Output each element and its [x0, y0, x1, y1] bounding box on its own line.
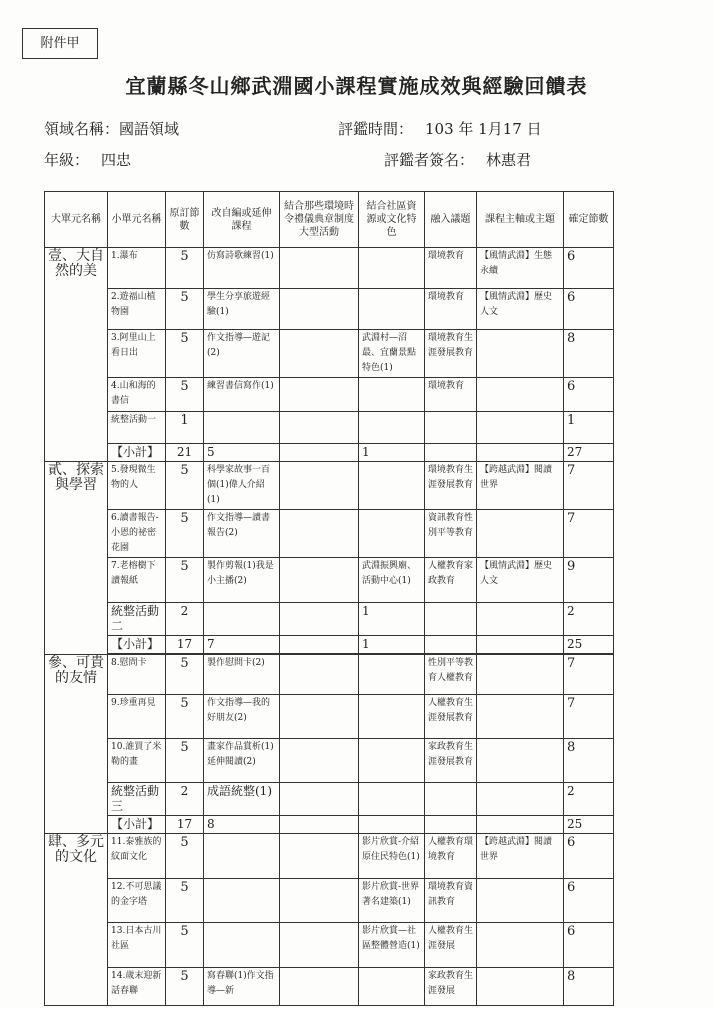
unit-name: 參、可貴的友情	[45, 655, 108, 834]
sub-unit: 11.泰雅族的紋面文化	[108, 834, 166, 879]
final-sessions: 1	[564, 412, 614, 444]
env-activity	[280, 923, 359, 968]
final-sessions: 9	[564, 558, 614, 603]
issue: 資訊教育性別平等教育	[425, 510, 477, 558]
header-cell: 結合那些環境時令禮儀典章制度大型活動	[280, 192, 359, 248]
subtotal-issue	[425, 636, 477, 654]
orig-sessions: 2	[166, 603, 204, 636]
subtotal-self: 7	[204, 636, 280, 654]
sub-unit: 9.珍重再見	[108, 695, 166, 739]
domain-label: 領域名稱：	[44, 120, 120, 138]
table-row	[45, 739, 614, 783]
community: 武淵振興廟、活動中心(1)	[359, 558, 425, 603]
self-course: 成語統整(1)	[204, 783, 280, 816]
theme	[477, 378, 564, 412]
subtotal-self: 5	[204, 444, 280, 462]
subtotal-comm: 1	[359, 636, 425, 654]
orig-sessions: 5	[166, 739, 204, 783]
self-course: 練習書信寫作(1)	[204, 378, 280, 412]
env-activity	[280, 412, 359, 444]
orig-sessions: 5	[166, 968, 204, 1006]
theme	[477, 879, 564, 923]
sub-unit: 5.發現微生物的人	[108, 462, 166, 510]
table-row	[45, 923, 614, 968]
issue: 性別平等教育人權教育	[425, 655, 477, 695]
time-info	[338, 118, 542, 139]
table-row	[45, 783, 614, 816]
env-activity	[280, 968, 359, 1006]
issue	[425, 603, 477, 636]
header-cell: 大單元名稱	[45, 192, 108, 248]
final-sessions: 7	[564, 510, 614, 558]
evaluator-label: 評鑑者簽名：	[384, 151, 475, 169]
issue: 環境教育	[425, 289, 477, 330]
theme	[477, 330, 564, 378]
final-sessions: 8	[564, 330, 614, 378]
subtotal-final: 25	[564, 636, 614, 654]
theme	[477, 655, 564, 695]
final-sessions: 8	[564, 968, 614, 1006]
subtotal-comm: 1	[359, 444, 425, 462]
env-activity	[280, 739, 359, 783]
subtotal-theme	[477, 816, 564, 834]
final-sessions: 6	[564, 923, 614, 968]
final-sessions: 6	[564, 289, 614, 330]
table-row	[45, 289, 614, 330]
self-course: 學生分享旅遊經驗(1)	[204, 289, 280, 330]
time-label: 評鑑時間：	[338, 120, 414, 138]
self-course: 作文指導—遊記(2)	[204, 330, 280, 378]
subtotal-comm	[359, 816, 425, 834]
theme: 【風情武淵】歷史人文	[477, 558, 564, 603]
sub-unit: 2.遊福山植物園	[108, 289, 166, 330]
self-course: 作文指導—我的好朋友(2)	[204, 695, 280, 739]
orig-sessions: 5	[166, 834, 204, 879]
subtotal-env	[280, 636, 359, 654]
self-course: 科學家故事一百個(1)偉人介紹(1)	[204, 462, 280, 510]
sub-unit: 7.老榕樹下讀報紙	[108, 558, 166, 603]
theme	[477, 739, 564, 783]
table-row	[45, 330, 614, 378]
unit-name: 壹、大自然的美	[45, 248, 108, 462]
env-activity	[280, 248, 359, 289]
theme	[477, 603, 564, 636]
self-course	[204, 923, 280, 968]
theme	[477, 695, 564, 739]
community	[359, 510, 425, 558]
header-cell: 結合社區資源或文化特色	[359, 192, 425, 248]
subtotal-label: 【小計】	[108, 444, 166, 462]
table-row	[45, 558, 614, 603]
sub-unit: 6.讀書報告-小恩的祕密花園	[108, 510, 166, 558]
final-sessions: 6	[564, 378, 614, 412]
issue: 環境教育生涯發展教育	[425, 462, 477, 510]
env-activity	[280, 510, 359, 558]
header-cell: 確定節數	[564, 192, 614, 248]
subtotal-row	[45, 636, 614, 654]
domain-info	[44, 118, 179, 139]
community	[359, 412, 425, 444]
theme: 【跨越武淵】閱讀世界	[477, 834, 564, 879]
issue: 人權教育家政教育	[425, 558, 477, 603]
subtotal-label: 【小計】	[108, 636, 166, 654]
table-row	[45, 968, 614, 1006]
issue: 家政教育生涯發展教育	[425, 739, 477, 783]
community: 影片欣賞—社區整體營造(1)	[359, 923, 425, 968]
orig-sessions: 5	[166, 510, 204, 558]
subtotal-self: 8	[204, 816, 280, 834]
community	[359, 655, 425, 695]
self-course: 畫家作品賞析(1)延伸閱讀(2)	[204, 739, 280, 783]
issue: 環境教育資訊教育	[425, 879, 477, 923]
sub-unit: 統整活動一	[108, 412, 166, 444]
header-row	[45, 192, 614, 248]
table-row	[45, 603, 614, 636]
curriculum-table	[44, 191, 614, 1006]
env-activity	[280, 783, 359, 816]
env-activity	[280, 834, 359, 879]
self-course: 仿寫詩歌練習(1)	[204, 248, 280, 289]
table-row	[45, 462, 614, 510]
final-sessions: 2	[564, 603, 614, 636]
community	[359, 695, 425, 739]
unit-name: 貳、探索與學習	[45, 462, 108, 655]
subtotal-issue	[425, 444, 477, 462]
env-activity	[280, 330, 359, 378]
orig-sessions: 5	[166, 558, 204, 603]
header-cell: 融入議題	[425, 192, 477, 248]
env-activity	[280, 558, 359, 603]
final-sessions: 2	[564, 783, 614, 816]
self-course	[204, 603, 280, 636]
theme: 【風情武淵】歷史人文	[477, 289, 564, 330]
final-sessions: 8	[564, 739, 614, 783]
env-activity	[280, 879, 359, 923]
time-value: 103 年 1月17 日	[425, 120, 542, 138]
sub-unit: 統整活動二	[108, 603, 166, 636]
attachment-label: 附件甲	[22, 28, 98, 59]
env-activity	[280, 695, 359, 739]
domain-value: 國語領域	[119, 120, 180, 138]
self-course	[204, 879, 280, 923]
sub-unit: 12.不可思議的金字塔	[108, 879, 166, 923]
subtotal-orig: 21	[166, 444, 204, 462]
sub-unit: 統整活動三	[108, 783, 166, 816]
issue: 人權教育生涯發展教育	[425, 695, 477, 739]
final-sessions: 6	[564, 879, 614, 923]
orig-sessions: 5	[166, 695, 204, 739]
community: 影片欣賞-世界著名建築(1)	[359, 879, 425, 923]
sub-unit: 4.山和海的書信	[108, 378, 166, 412]
issue: 家政教育生涯發展	[425, 968, 477, 1006]
table-row	[45, 695, 614, 739]
issue	[425, 783, 477, 816]
self-course	[204, 834, 280, 879]
orig-sessions: 2	[166, 783, 204, 816]
final-sessions: 7	[564, 695, 614, 739]
sub-unit: 10.誰買了米勒的畫	[108, 739, 166, 783]
table-row	[45, 510, 614, 558]
issue: 環境教育生涯發展教育	[425, 330, 477, 378]
page-title: 宜蘭縣冬山鄉武淵國小課程實施成效與經驗回饋表	[125, 74, 588, 98]
self-course: 製作慰問卡(2)	[204, 655, 280, 695]
orig-sessions: 1	[166, 412, 204, 444]
community	[359, 378, 425, 412]
env-activity	[280, 289, 359, 330]
env-activity	[280, 462, 359, 510]
self-course: 寫春聯(1)作文指導—新	[204, 968, 280, 1006]
orig-sessions: 5	[166, 248, 204, 289]
theme	[477, 510, 564, 558]
table-row	[45, 412, 614, 444]
issue: 環境教育	[425, 378, 477, 412]
theme: 【跨越武淵】閱讀世界	[477, 462, 564, 510]
theme: 【風情武淵】生態永續	[477, 248, 564, 289]
community: 影片欣賞-介紹原住民特色(1)	[359, 834, 425, 879]
header-cell: 小單元名稱	[108, 192, 166, 248]
sub-unit: 8.慰問卡	[108, 655, 166, 695]
subtotal-final: 27	[564, 444, 614, 462]
issue: 人權教育生涯發展	[425, 923, 477, 968]
table-row	[45, 378, 614, 412]
sub-unit: 3.阿里山上看日出	[108, 330, 166, 378]
orig-sessions: 5	[166, 462, 204, 510]
table-row	[45, 834, 614, 879]
theme	[477, 923, 564, 968]
table-row	[45, 248, 614, 289]
final-sessions: 6	[564, 834, 614, 879]
issue: 環境教育	[425, 248, 477, 289]
header-cell: 課程主軸或主題	[477, 192, 564, 248]
grade-info	[44, 149, 131, 170]
subtotal-final: 25	[564, 816, 614, 834]
community: 1	[359, 603, 425, 636]
orig-sessions: 5	[166, 923, 204, 968]
theme	[477, 968, 564, 1006]
evaluator-value: 林惠君	[486, 151, 532, 169]
theme	[477, 783, 564, 816]
final-sessions: 6	[564, 248, 614, 289]
community	[359, 783, 425, 816]
subtotal-issue	[425, 816, 477, 834]
community	[359, 739, 425, 783]
subtotal-orig: 17	[166, 816, 204, 834]
community: 武淵村—沼最、宜蘭景點特色(1)	[359, 330, 425, 378]
issue: 人權教育環境教育	[425, 834, 477, 879]
community	[359, 462, 425, 510]
header-cell: 改自編或延伸課程	[204, 192, 280, 248]
unit-name: 肆、多元的文化	[45, 834, 108, 1006]
self-course: 製作剪報(1)我是小主播(2)	[204, 558, 280, 603]
subtotal-orig: 17	[166, 636, 204, 654]
self-course	[204, 412, 280, 444]
grade-value: 四忠	[101, 151, 132, 169]
sub-unit: 13.日本古川社區	[108, 923, 166, 968]
env-activity	[280, 655, 359, 695]
header-cell: 原訂節數	[166, 192, 204, 248]
final-sessions: 7	[564, 655, 614, 695]
self-course: 作文指導—讀書報告(2)	[204, 510, 280, 558]
issue	[425, 412, 477, 444]
env-activity	[280, 378, 359, 412]
subtotal-env	[280, 444, 359, 462]
orig-sessions: 5	[166, 330, 204, 378]
orig-sessions: 5	[166, 378, 204, 412]
theme	[477, 412, 564, 444]
subtotal-row	[45, 444, 614, 462]
sub-unit: 14.歲末迎新話春聯	[108, 968, 166, 1006]
orig-sessions: 5	[166, 655, 204, 695]
evaluator-info	[384, 149, 531, 170]
subtotal-theme	[477, 444, 564, 462]
table-row	[45, 879, 614, 923]
grade-label: 年級：	[44, 151, 90, 169]
community	[359, 968, 425, 1006]
sub-unit: 1.瀑布	[108, 248, 166, 289]
orig-sessions: 5	[166, 289, 204, 330]
final-sessions: 7	[564, 462, 614, 510]
subtotal-theme	[477, 636, 564, 654]
orig-sessions: 5	[166, 879, 204, 923]
env-activity	[280, 603, 359, 636]
community	[359, 289, 425, 330]
community	[359, 248, 425, 289]
subtotal-env	[280, 816, 359, 834]
subtotal-row	[45, 816, 614, 834]
subtotal-label: 【小計】	[108, 816, 166, 834]
table-row	[45, 655, 614, 695]
